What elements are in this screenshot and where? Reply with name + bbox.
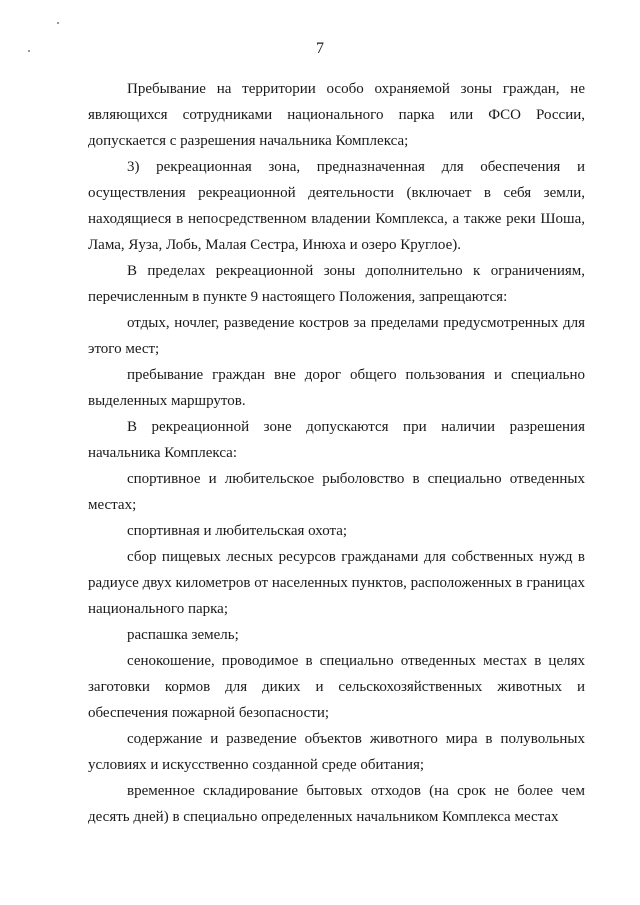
paragraph: 3) рекреационная зона, предназначенная для обеспечения и осуществления рекреационной деятельности (включает в себя земли, находящиеся в непосредственном владении Комплекса, а также реки Шоша, Лама, Яуза, Лобь, Малая Сестра, Инюха и озеро Круглое). (88, 159, 585, 253)
paragraph: Пребывание на территории особо охраняемой зоны граждан, не являющихся сотрудниками национального парка или ФСО России, допускается с разрешения начальника Комплекса; (88, 81, 585, 149)
paragraph: распашка земель; (127, 627, 239, 643)
paragraph: сенокошение, проводимое в специально отведенных местах в целях заготовки кормов для диких и сельскохозяйственных животных и обеспечения пожарной безопасности; (88, 653, 585, 721)
paragraph: отдых, ночлег, разведение костров за пределами предусмотренных для этого мест; (88, 315, 585, 357)
paragraph: пребывание граждан вне дорог общего пользования и специально выделенных маршрутов. (88, 367, 585, 409)
paragraph: временное складирование бытовых отходов (на срок не более чем десять дней) в специально определенных начальником Комплекса местах (88, 783, 585, 825)
document-body (88, 76, 585, 830)
paragraph: В пределах рекреационной зоны дополнительно к ограничениям, перечисленным в пункте 9 настоящего Положения, запрещаются: (88, 263, 585, 305)
paragraph: спортивная и любительская охота; (127, 523, 348, 539)
page-number: 7 (316, 40, 324, 57)
scan-speck (57, 22, 59, 24)
paragraph: В рекреационной зоне допускаются при наличии разрешения начальника Комплекса: (88, 419, 585, 461)
paragraph: сбор пищевых лесных ресурсов гражданами для собственных нужд в радиусе двух километров от населенных пунктов, расположенных в границах национального парка; (88, 549, 585, 617)
paragraph: содержание и разведение объектов животного мира в полувольных условиях и искусственно созданной среде обитания; (88, 731, 585, 773)
paragraph: спортивное и любительское рыболовство в специально отведенных местах; (88, 471, 585, 513)
